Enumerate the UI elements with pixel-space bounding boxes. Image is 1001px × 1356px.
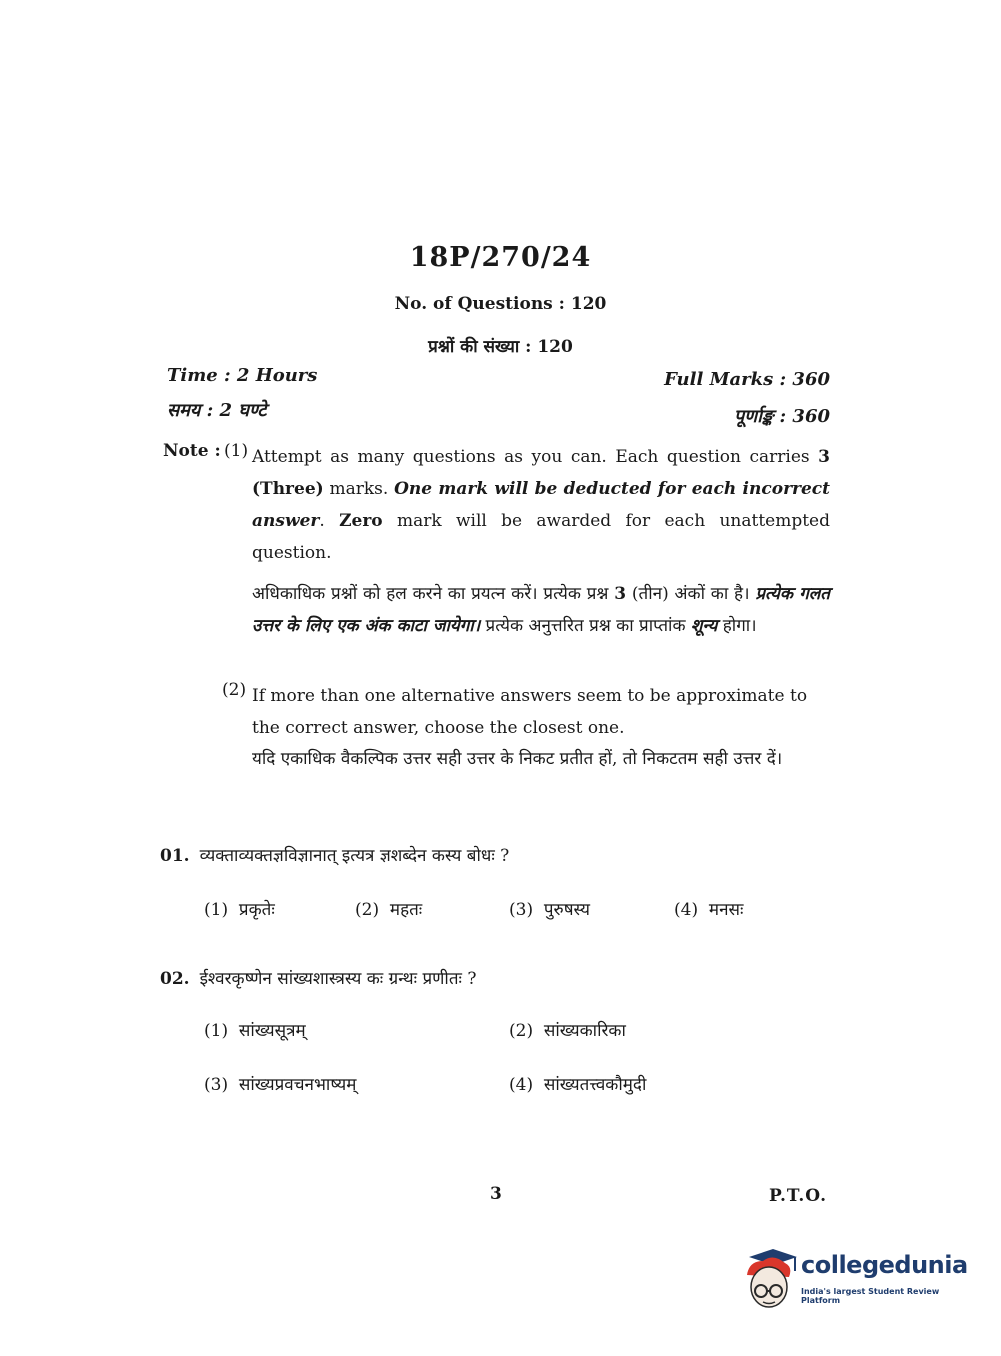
question-2-option-1[interactable]: (1) सांख्यसूत्रम् (204, 1021, 306, 1041)
logo-name: collegedunia (801, 1251, 968, 1279)
logo-tagline: India's largest Student Review Platform (801, 1287, 940, 1305)
question-1-option-3[interactable]: (3) पुरुषस्य (509, 900, 591, 920)
question-2-option-3[interactable]: (3) सांख्यप्रवचनभाष्यम् (204, 1075, 357, 1095)
questions-count-hi: प्रश्नों की संख्या : 120 (428, 337, 573, 357)
note-2-number: (2) (222, 680, 247, 700)
question-2-option-4[interactable]: (4) सांख्यतत्त्वकौमुदी (509, 1075, 647, 1095)
note-2-english: If more than one alternative answers seem to be approximate to the correct answer, choose the closest one. (252, 686, 808, 738)
question-2-option-2[interactable]: (2) सांख्यकारिका (509, 1021, 626, 1041)
question-2: 02. ईश्वरकृष्णेन सांख्यशास्त्रस्य कः ग्रन्थः प्रणीतः ? (160, 969, 477, 989)
note-1-number: (1) (224, 441, 249, 461)
note-1-english: Attempt as many questions as you can. Each question carries 3 (Three) marks. One mark will be deducted for each incorrect answer. Zero mark will be awarded for each unattempted question. (252, 447, 830, 563)
question-1-option-4[interactable]: (4) मनसः (674, 900, 744, 920)
mascot-icon (743, 1247, 799, 1311)
questions-count-en: No. of Questions : 120 (394, 294, 607, 314)
time-en: Time : 2 Hours (167, 365, 318, 386)
question-1-option-2[interactable]: (2) महतः (355, 900, 423, 920)
note-label: Note : (163, 441, 221, 461)
note-2-hindi: यदि एकाधिक वैकल्पिक उत्तर सही उत्तर के निकट प्रतीत हों, तो निकटतम सही उत्तर दें। (252, 749, 783, 769)
time-hi: समय : 2 घण्टे (167, 400, 267, 421)
collegedunia-logo (743, 1247, 973, 1317)
full-marks-hi: पूर्णाङ्क : 360 (733, 406, 830, 427)
pto-label: P.T.O. (769, 1186, 827, 1206)
page-number: 3 (490, 1184, 502, 1204)
full-marks-en: Full Marks : 360 (664, 369, 830, 390)
note-1-hindi: अधिकाधिक प्रश्नों को हल करने का प्रयत्न करें। प्रत्येक प्रश्न 3 (तीन) अंकों का है। प्रत्येक गलत उत्तर के लिए एक अंक काटा जायेगा। प्रत्येक अनुत्तरित प्रश्न का प्राप्तांक शून्य होगा। (252, 584, 830, 636)
question-1: 01. व्यक्ताव्यक्तज्ञविज्ञानात् इत्यत्र ज्ञशब्देन कस्य बोधः ? (160, 846, 510, 866)
paper-code: 18P/270/24 (409, 242, 592, 273)
question-1-option-1[interactable]: (1) प्रकृतेः (204, 900, 275, 920)
